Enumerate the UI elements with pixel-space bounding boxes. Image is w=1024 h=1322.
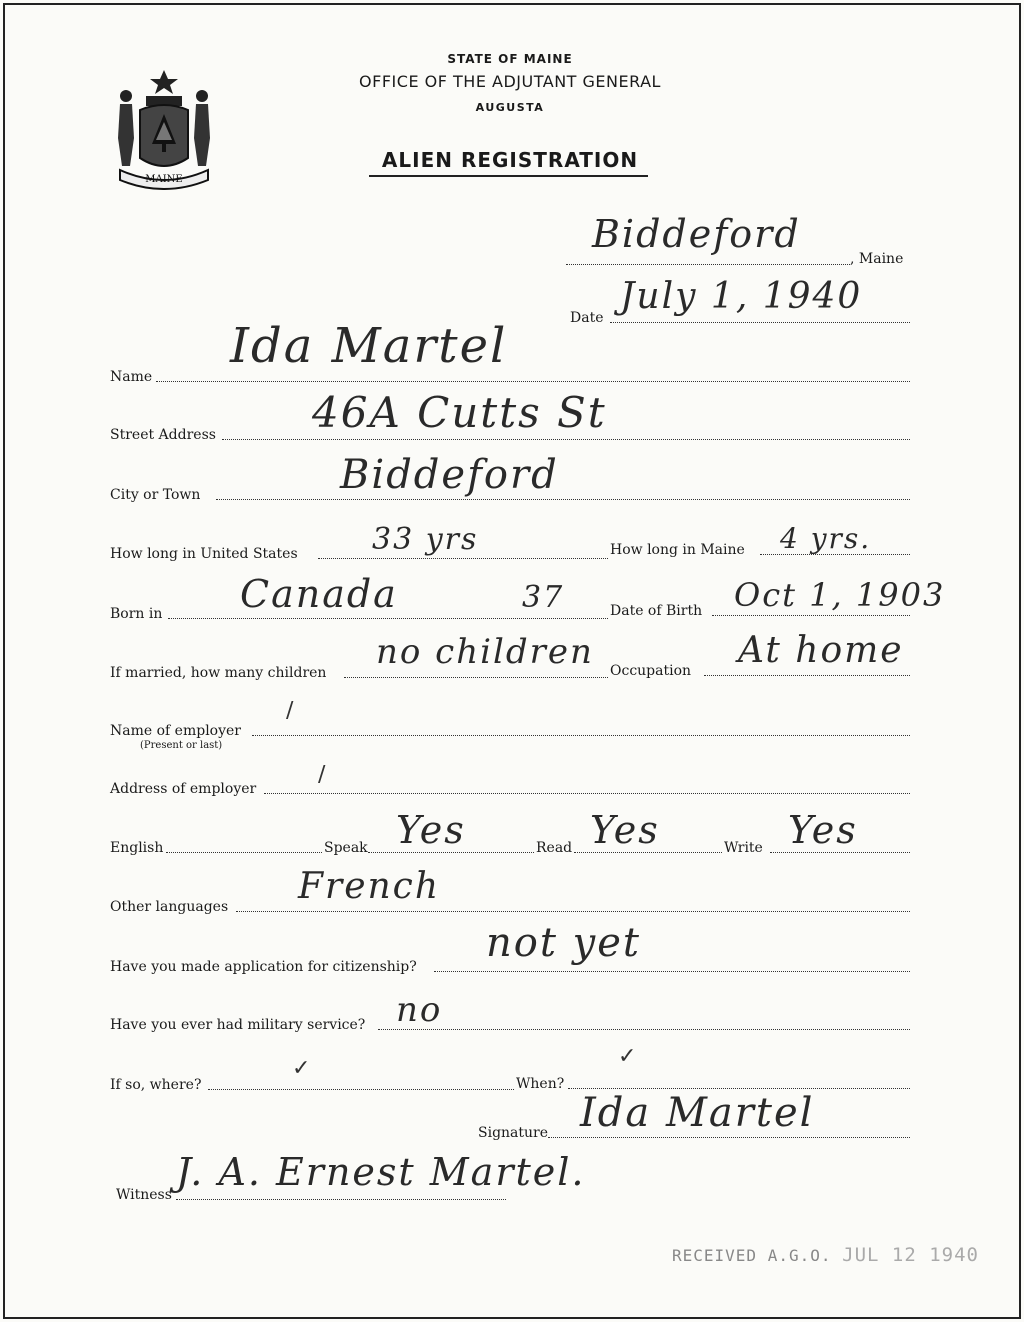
city-label: City or Town: [110, 487, 201, 503]
name-line: [156, 381, 910, 382]
witness-line: [176, 1199, 506, 1200]
read-value: Yes: [590, 808, 660, 852]
employer-name-label: Name of employer: [110, 723, 241, 739]
check-mark-icon: ∕: [318, 762, 326, 787]
town-value: Biddeford: [592, 212, 801, 256]
how-long-maine-value: 4 yrs.: [780, 522, 872, 555]
street-address-line: [222, 439, 910, 440]
dob-value: Oct 1, 1903: [734, 576, 946, 614]
read-label: Read: [536, 840, 573, 856]
occupation-label: Occupation: [610, 663, 692, 679]
children-line: [344, 677, 608, 678]
born-in-value: Canada: [240, 572, 398, 616]
signature-line: [548, 1137, 910, 1138]
other-languages-value: French: [298, 866, 441, 907]
dob-label: Date of Birth: [610, 603, 703, 619]
how-long-maine-label: How long in Maine: [610, 542, 745, 558]
stamp-date: JUL 12 1940: [842, 1244, 979, 1266]
dob-line: [712, 615, 910, 616]
employer-address-line: [264, 793, 910, 794]
city-line: [216, 499, 910, 500]
seal-text: MAINE: [145, 174, 183, 185]
how-long-us-label: How long in United States: [110, 546, 298, 562]
occupation-value: At home: [738, 630, 904, 671]
street-address-value: 46A Cutts St: [312, 388, 607, 437]
read-line: [574, 852, 722, 853]
speak-label: Speak: [324, 840, 368, 856]
when-label: When?: [516, 1076, 565, 1092]
speak-line: [368, 852, 534, 853]
english-line: [166, 852, 322, 853]
date-value: July 1, 1940: [620, 276, 863, 317]
when-line: [568, 1088, 910, 1089]
write-line: [770, 852, 910, 853]
citizenship-label: Have you made application for citizenship?: [110, 959, 417, 975]
how-long-us-line: [318, 558, 608, 559]
other-languages-line: [236, 911, 910, 912]
street-address-label: Street Address: [110, 427, 216, 443]
maine-label: , Maine: [850, 251, 904, 267]
signature-value: Ida Martel: [580, 1090, 815, 1136]
witness-label: Witness: [116, 1187, 172, 1203]
if-so-where-label: If so, where?: [110, 1077, 202, 1093]
name-value: Ida Martel: [230, 318, 508, 374]
write-value: Yes: [788, 808, 858, 852]
form-title: ALIEN REGISTRATION: [381, 148, 639, 172]
if-so-where-line: [208, 1089, 514, 1090]
military-line: [378, 1029, 910, 1030]
occupation-line: [704, 675, 910, 676]
check-mark-icon: ✓: [618, 1044, 637, 1069]
header-office: OFFICE OF THE ADJUTANT GENERAL: [359, 72, 661, 91]
children-value: no children: [376, 632, 594, 672]
citizenship-value: not yet: [486, 920, 641, 966]
city-value: Biddeford: [340, 452, 559, 498]
stamp-text: RECEIVED A.G.O.: [672, 1246, 832, 1265]
name-label: Name: [110, 369, 153, 385]
born-in-line: [168, 618, 608, 619]
employer-name-line: [252, 735, 910, 736]
title-underline: [369, 175, 648, 177]
received-stamp: [672, 1244, 979, 1266]
military-value: no: [396, 990, 443, 1030]
date-line: [610, 322, 910, 323]
write-label: Write: [724, 840, 763, 856]
employer-address-label: Address of employer: [110, 781, 257, 797]
english-label: English: [110, 840, 164, 856]
employer-name-sublabel: (Present or last): [140, 740, 223, 751]
state-seal: [112, 66, 216, 190]
age-value: 37: [522, 580, 565, 615]
witness-value: J. A. Ernest Martel.: [176, 1150, 586, 1194]
military-label: Have you ever had military service?: [110, 1017, 366, 1033]
header-city: AUGUSTA: [475, 101, 545, 114]
signature-label: Signature: [478, 1125, 549, 1141]
town-line: [566, 264, 850, 265]
citizenship-line: [434, 971, 910, 972]
children-label: If married, how many children: [110, 665, 327, 681]
date-label: Date: [570, 310, 604, 326]
header-state: STATE OF MAINE: [447, 52, 573, 66]
speak-value: Yes: [396, 808, 466, 852]
other-languages-label: Other languages: [110, 899, 229, 915]
check-mark-icon: ∕: [286, 698, 294, 723]
check-mark-icon: ✓: [292, 1056, 311, 1081]
how-long-us-value: 33 yrs: [372, 522, 479, 557]
born-in-label: Born in: [110, 606, 163, 622]
